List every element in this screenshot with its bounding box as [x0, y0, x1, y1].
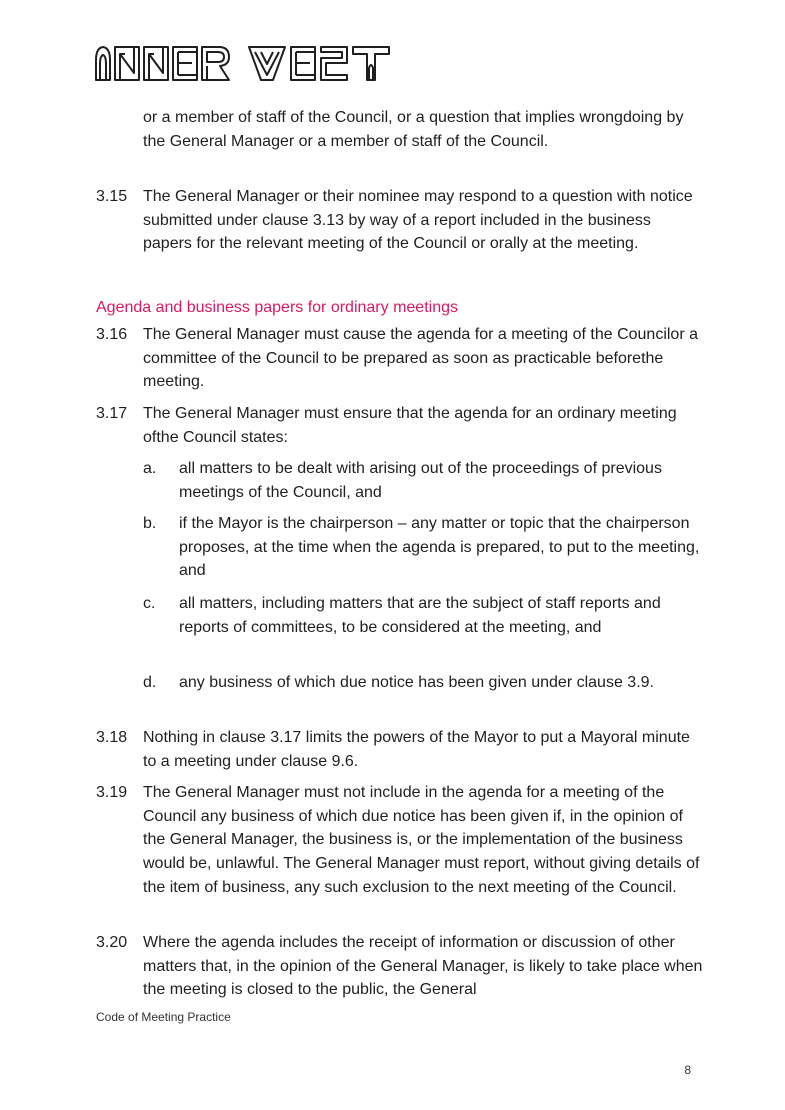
continued-paragraph: or a member of staff of the Council, or a question that implies wrongdoing by the General Manager or a member of staff of the Council. [143, 109, 684, 150]
clause-number: 3.15 [96, 188, 128, 205]
clause-text: The General Manager or their nominee may respond to a question with notice submitted under clause 3.13 by way of a report included in the business papers for the relevant meeting of the Council or orally at the meeting. [143, 188, 693, 253]
list-item-letter: d. [143, 674, 157, 691]
list-item-letter: b. [143, 515, 157, 532]
list-item-letter: a. [143, 460, 157, 477]
list-item-text: all matters, including matters that are the subject of staff reports and reports of committees, to be considered at the meeting, and [179, 595, 661, 636]
clause-number: 3.17 [96, 405, 128, 422]
section-heading: Agenda and business papers for ordinary meetings [96, 299, 458, 316]
list-item-text: any business of which due notice has been given under clause 3.9. [179, 674, 654, 691]
page-number: 8 [684, 1063, 691, 1077]
clause-number: 3.18 [96, 729, 128, 746]
clause-text: The General Manager must not include in the agenda for a meeting of the Council any business of which due notice has been given if, in the opinion of the General Manager, the business is, or the implementation of the business would be, unlawful. The General Manager must report, without giving details of the item of business, any such exclusion to the next meeting of the Council. [143, 784, 700, 896]
footer-document-title: Code of Meeting Practice [96, 1010, 231, 1024]
inner-west-logo [95, 46, 390, 81]
clause-text: Where the agenda includes the receipt of information or discussion of other matters that, in the opinion of the General Manager, is likely to take place when the meeting is closed to the public, the General [143, 934, 703, 999]
clause-number: 3.16 [96, 326, 128, 343]
list-item-text: if the Mayor is the chairperson – any matter or topic that the chairperson proposes, at the time when the agenda is prepared, to put to the meeting, and [179, 515, 700, 580]
clause-text: Nothing in clause 3.17 limits the powers of the Mayor to put a Mayoral minute to a meeting under clause 9.6. [143, 729, 690, 770]
list-item-letter: c. [143, 595, 156, 612]
clause-number: 3.20 [96, 934, 128, 951]
clause-text: The General Manager must ensure that the agenda for an ordinary meeting ofthe Council states: [143, 405, 677, 446]
clause-text: The General Manager must cause the agenda for a meeting of the Councilor a committee of the Council to be prepared as soon as practicable beforethe meeting. [143, 326, 698, 391]
list-item-text: all matters to be dealt with arising out of the proceedings of previous meetings of the Council, and [179, 460, 662, 501]
clause-number: 3.19 [96, 784, 128, 801]
